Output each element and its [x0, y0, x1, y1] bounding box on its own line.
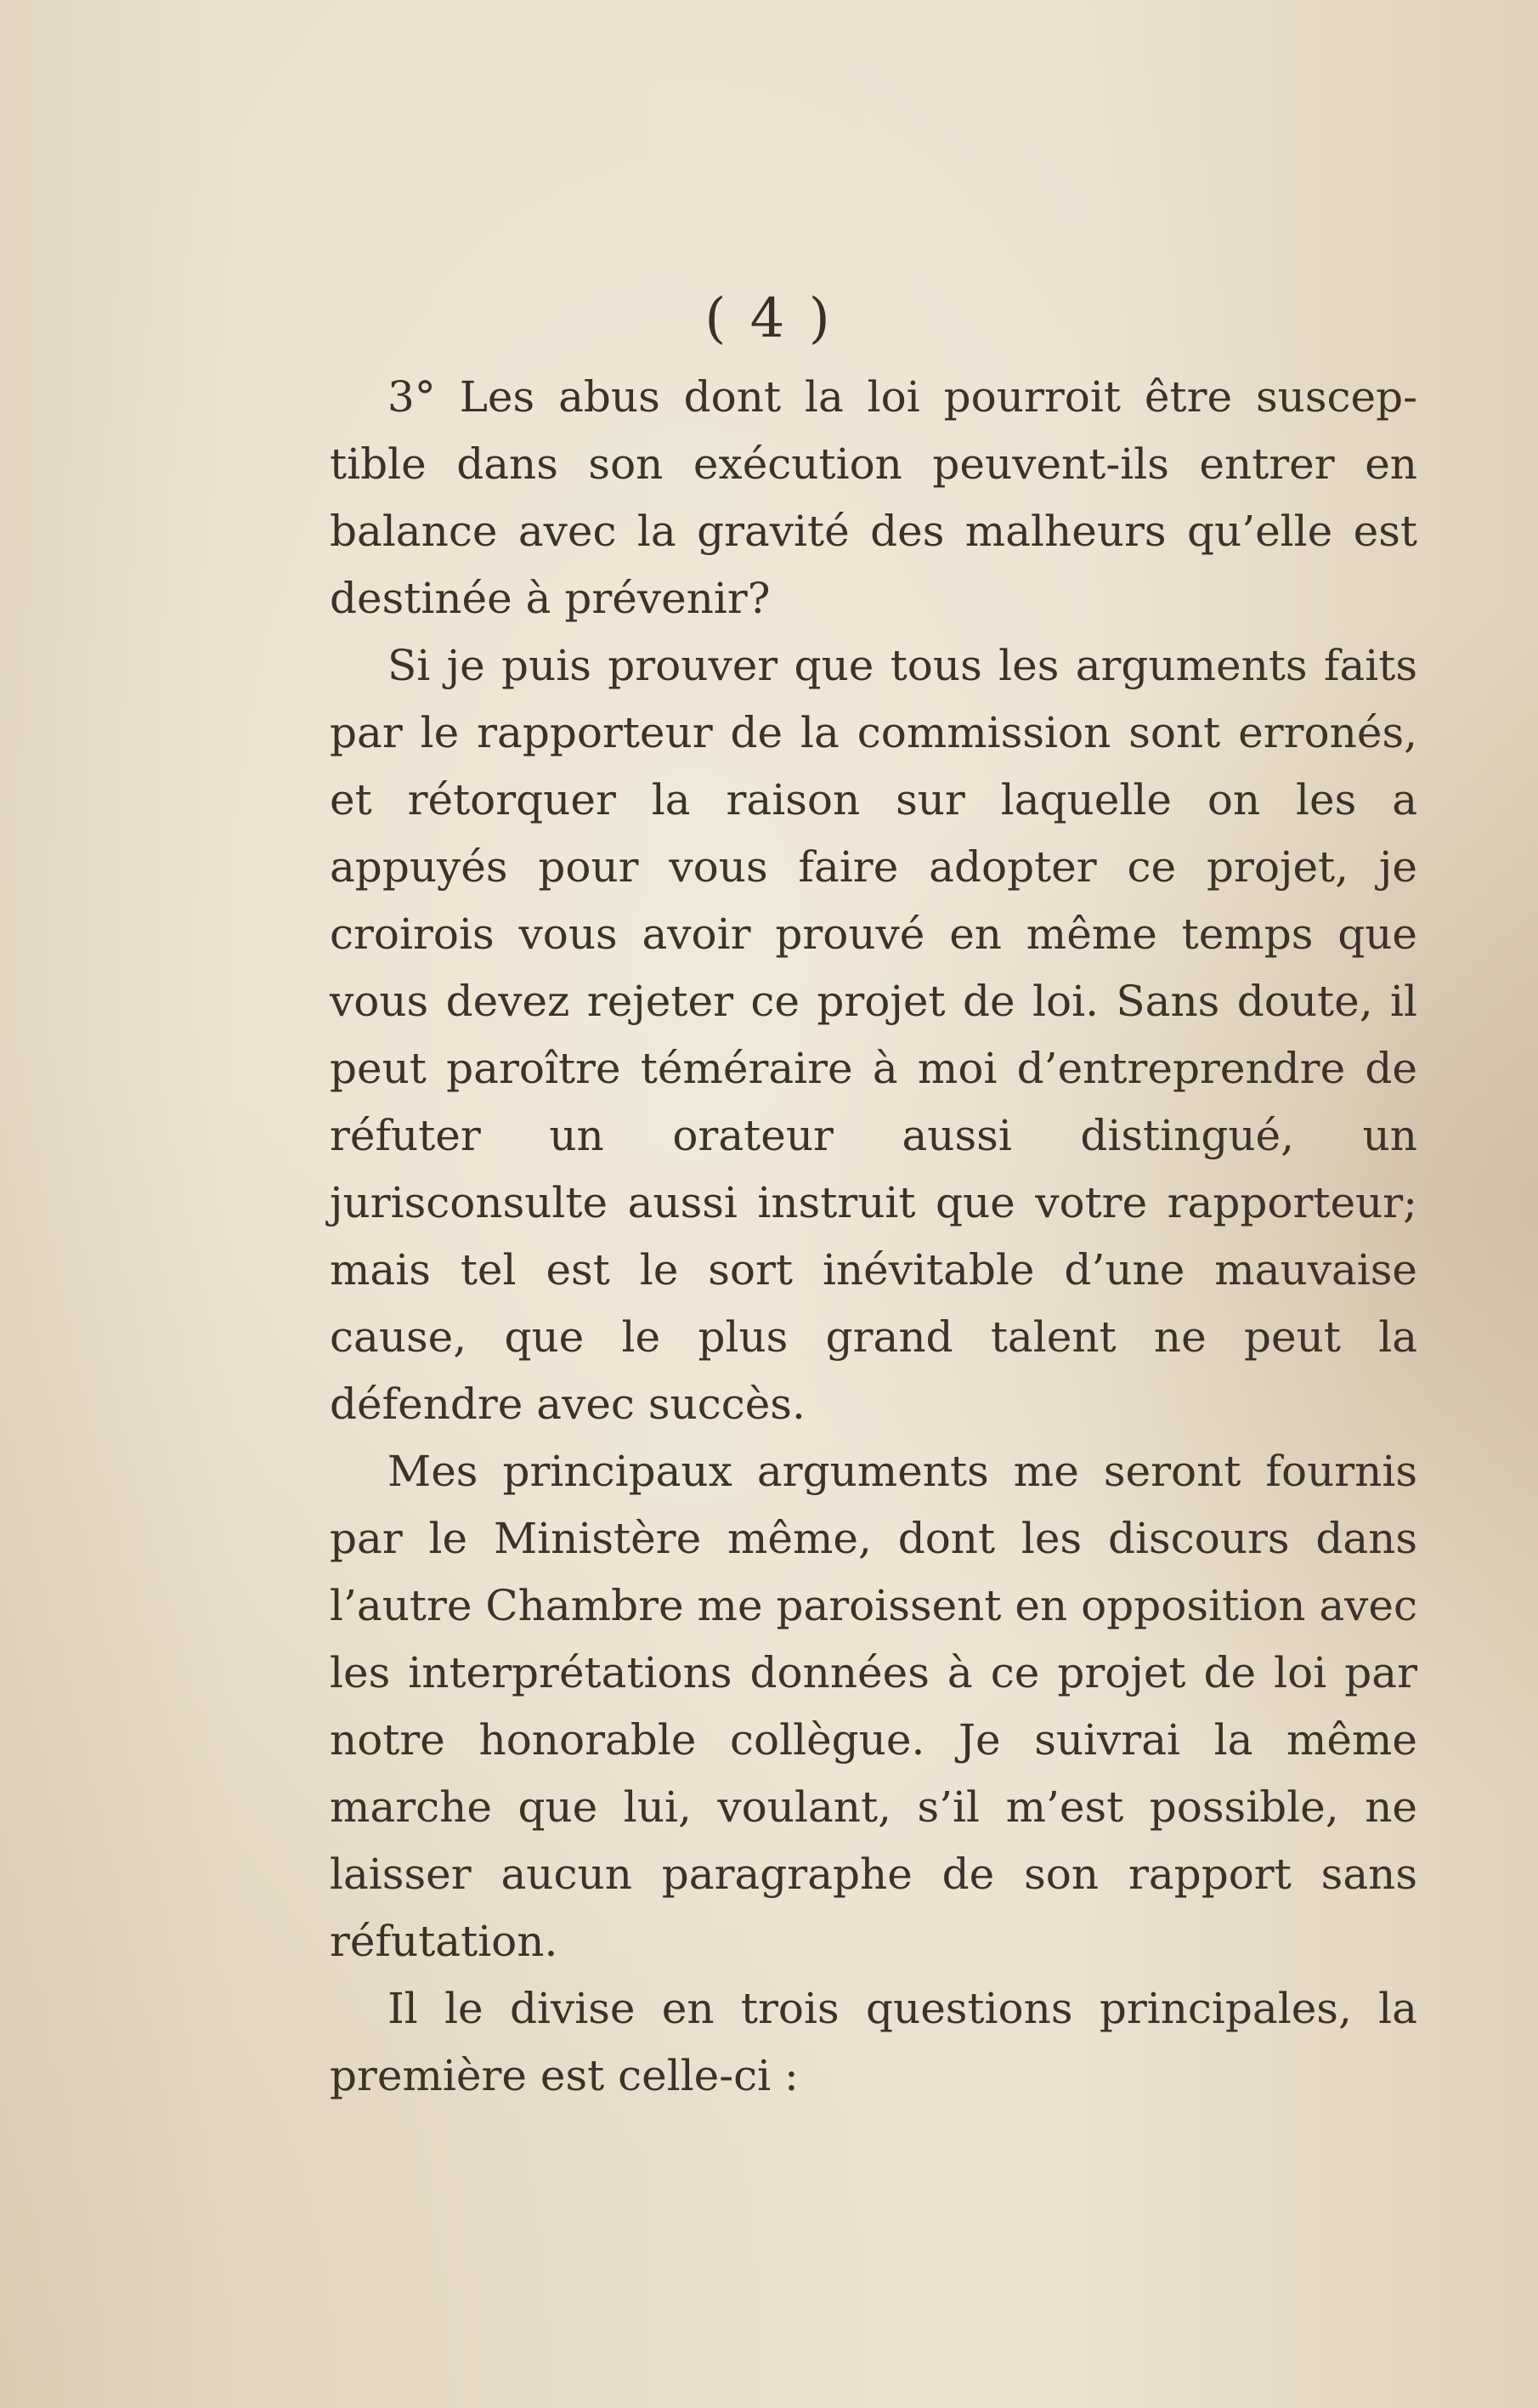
body-text: [330, 364, 1417, 2110]
paragraph-4: Il le divise en trois questions principales, la première est celle-ci :: [330, 1984, 1417, 2100]
paragraph-1: 3° Les abus dont la loi pourroit être susceptible dans son exécution peuvent-ils entrer en balance avec la gravité des malheurs qu’elle est destinée à prévenir?: [330, 372, 1417, 623]
paragraph-3: Mes principaux arguments me seront fournis par le Ministère même, dont les discours dans l’autre Chambre me paroissent en opposition avec les interprétations données à ce projet de loi par notre honorable collègue. Je suivrai la même marche que lui, voulant, s’il m’est possible, ne laisser aucun paragraphe de son rapport sans réfutation.: [330, 1447, 1417, 1966]
page-number: ( 4 ): [704, 287, 834, 350]
paragraph-2: Si je puis prouver que tous les arguments faits par le rapporteur de la commission sont erronés, et rétorquer la raison sur laquelle on les a appuyés pour vous faire adopter ce projet, je croirois vous avoir prouvé en même temps que vous devez rejeter ce projet de loi. Sans doute, il peut paroître téméraire à moi d’entreprendre de réfuter un orateur aussi distingué, un jurisconsulte aussi instruit que votre rapporteur; mais tel est le sort inévitable d’une mauvaise cause, que le plus grand talent ne peut la défendre avec succès.: [330, 641, 1417, 1429]
